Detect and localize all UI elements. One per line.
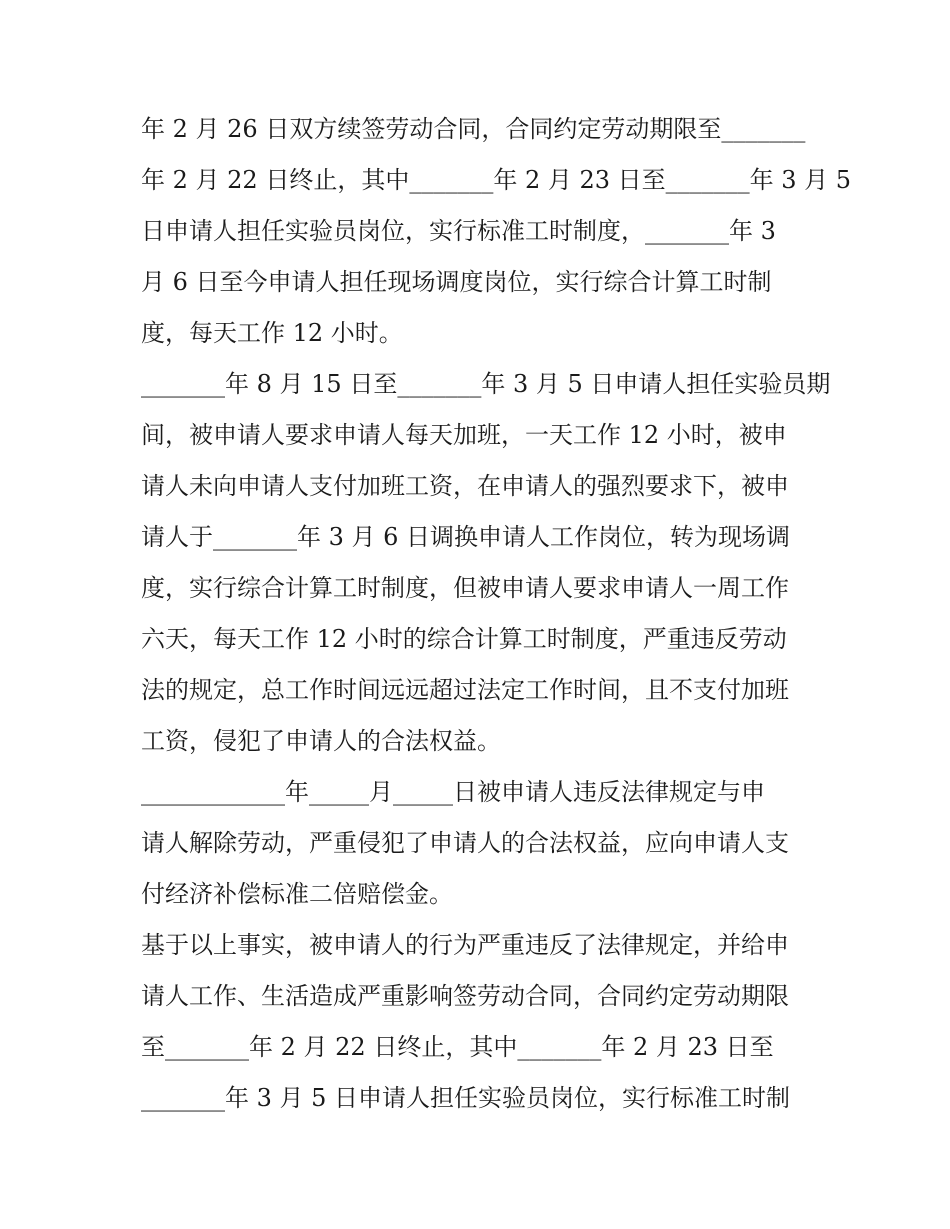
text-line: 基于以上事实，被申请人的行为严重违反了法律规定，并给申 [141, 931, 789, 959]
text-line: 至_______年 2 月 22 日终止，其中_______年 2 月 23 日至 [141, 1033, 774, 1061]
text-line: 付经济补偿标准二倍赔偿金。 [141, 880, 453, 908]
text-line: _______年 3 月 5 日申请人担任实验员岗位，实行标准工时制 [141, 1084, 791, 1112]
text-line: 请人工作、生活造成严重影响签劳动合同，合同约定劳动期限 [141, 982, 789, 1010]
text-line: 请人解除劳动，严重侵犯了申请人的合法权益，应向申请人支 [141, 829, 789, 857]
text-line: 年 2 月 22 日终止，其中_______年 2 月 23 日至_______年 3 月 5 [141, 166, 852, 194]
text-line: ____________年_____月_____日被申请人违反法律规定与申 [141, 778, 765, 806]
text-line: _______年 8 月 15 日至_______年 3 月 5 日申请人担任实验员期 [141, 370, 831, 398]
text-line: 月 6 日至今申请人担任现场调度岗位，实行综合计算工时制 [141, 268, 772, 296]
text-line: 间，被申请人要求申请人每天加班，一天工作 12 小时，被申 [141, 421, 787, 449]
text-line: 请人于_______年 3 月 6 日调换申请人工作岗位，转为现场调 [141, 523, 791, 551]
text-line: 六天，每天工作 12 小时的综合计算工时制度，严重违反劳动 [141, 625, 787, 653]
text-line: 工资，侵犯了申请人的合法权益。 [141, 727, 501, 755]
document-body [141, 104, 852, 1124]
text-line: 度，每天工作 12 小时。 [141, 319, 403, 347]
text-line: 请人未向申请人支付加班工资，在申请人的强烈要求下，被申 [141, 472, 789, 500]
text-line: 度，实行综合计算工时制度，但被申请人要求申请人一周工作 [141, 574, 789, 602]
text-line: 年 2 月 26 日双方续签劳动合同，合同约定劳动期限至_______ [141, 115, 806, 143]
text-line: 法的规定，总工作时间远远超过法定工作时间，且不支付加班 [141, 676, 789, 704]
text-line: 日申请人担任实验员岗位，实行标准工时制度，_______年 3 [141, 217, 776, 245]
